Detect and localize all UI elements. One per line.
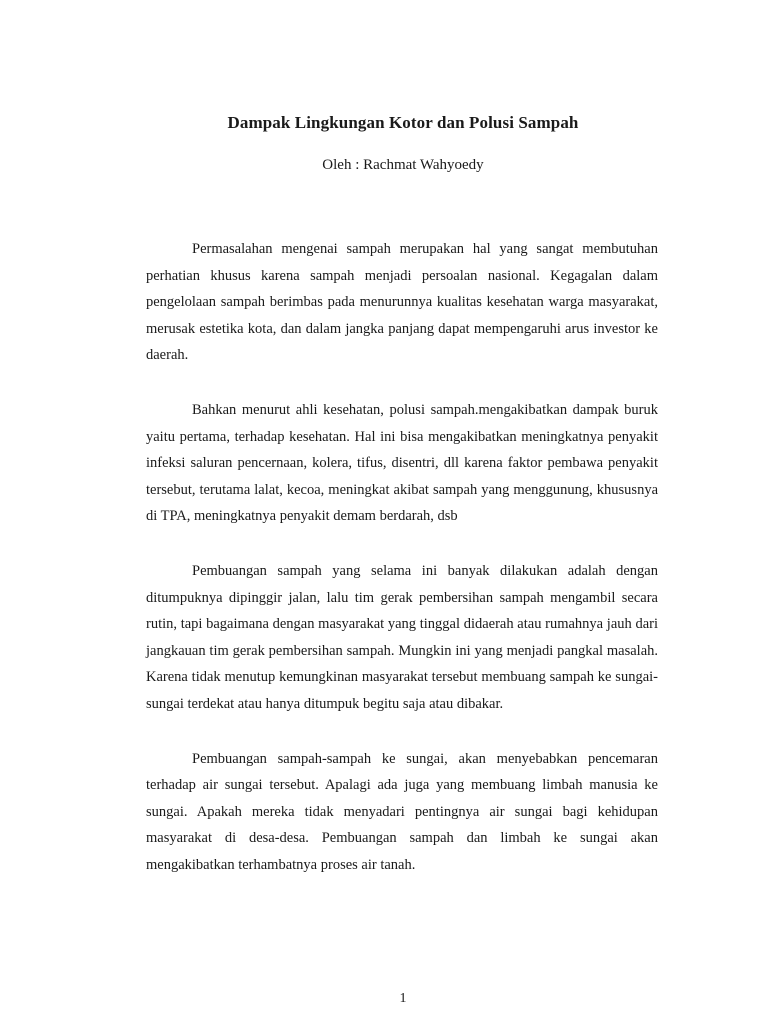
- paragraph-1: Permasalahan mengenai sampah merupakan hal yang sangat membutuhan perhatian khusus karena sampah menjadi persoalan nasional. Kegagalan dalam pengelolaan sampah berimbas pada menurunnya kualitas kesehatan warga masyarakat, merusak estetika kota, dan dalam jangka panjang dapat mempengaruhi arus investor ke daerah.: [146, 241, 658, 364]
- paragraph-4: Pembuangan sampah-sampah ke sungai, akan menyebabkan pencemaran terhadap air sungai tersebut. Apalagi ada juga yang membuang limbah manusia ke sungai. Apakah mereka tidak menyadari pentingnya air sungai bagi kehidupan masyarakat di desa-desa. Pembuangan sampah dan limbah ke sungai akan mengakibatkan terhambatnya proses air tanah.: [146, 750, 658, 873]
- document-body: [146, 236, 658, 906]
- page-number: 1: [399, 991, 407, 1006]
- paragraph-3: Pembuangan sampah yang selama ini banyak dilakukan adalah dengan ditumpuknya dipinggir jalan, lalu tim gerak pembersihan sampah mengambil secara rutin, tapi bagaimana dengan masyarakat yang tinggal didaerah atau rumahnya jauh dari jangkauan tim gerak pembersihan sampah. Mungkin ini yang menjadi pangkal masalah. Karena tidak menutup kemungkinan masyarakat tersebut membuang sampah ke sungai-sungai terdekat atau hanya ditumpuk begitu saja atau dibakar.: [146, 562, 658, 712]
- paragraph-2: Bahkan menurut ahli kesehatan, polusi sampah.mengakibatkan dampak buruk yaitu pertama, terhadap kesehatan. Hal ini bisa mengakibatkan meningkatnya penyakit infeksi saluran pencernaan, kolera, tifus, disentri, dll karena faktor pembawa penyakit tersebut, terutama lalat, kecoa, meningkat akibat sampah yang menggunung, khususnya di TPA, meningkatnya penyakit demam berdarah, dsb: [146, 401, 658, 525]
- document-title: Dampak Lingkungan Kotor dan Polusi Sampah: [227, 113, 579, 132]
- author-line: Oleh : Rachmat Wahyoedy: [322, 157, 484, 173]
